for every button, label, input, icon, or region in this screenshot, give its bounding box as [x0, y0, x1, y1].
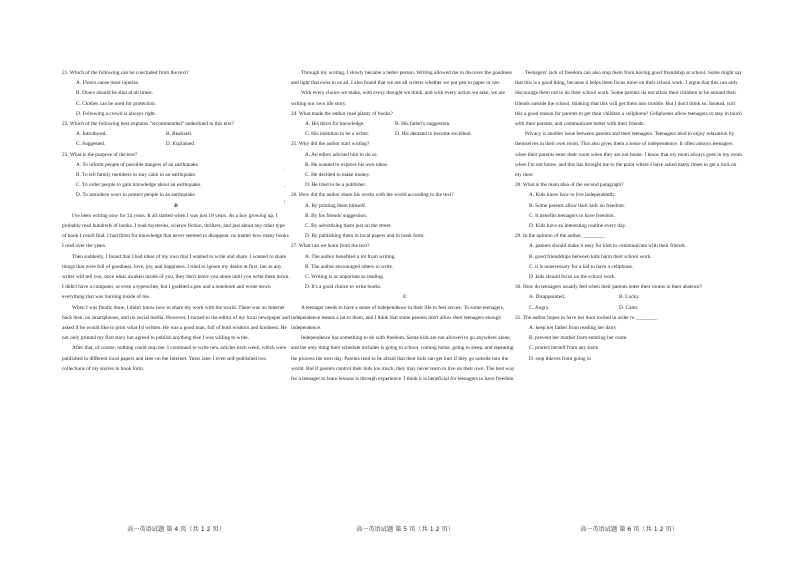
answer-options-row — [62, 139, 290, 149]
passage-heading: B — [174, 202, 178, 209]
answer-option: C. His intention to be a writer. — [305, 131, 370, 138]
question-stem: 24. What made the author read plenty of books? — [291, 110, 393, 117]
question-stem: 21. Which of the following can be concluded from the text? — [62, 70, 189, 76]
answer-options-row — [515, 303, 743, 313]
passage-paragraph: Through my writing, I slowly became a better person. Writing allowed me to discover the goodness and light that exist in us all. I also found that we are all writers whether we put pen to paper or not. — [291, 70, 513, 87]
passage-heading: C — [403, 294, 407, 301]
answer-option: A. By printing them himself. — [305, 202, 367, 209]
answer-options-row — [62, 129, 290, 139]
question-stem: 31. The author hopes to have her door locked in order to ________ — [515, 314, 657, 321]
answer-option: A. The author benefited a lot from writing. — [305, 253, 396, 260]
answer-option: D. Calm. — [619, 304, 639, 311]
passage-paragraph: A teenager needs to have a sense of independence in their life to feel secure. To some teenagers, independence means a lot to them, and I think that some parents don't allow their teenagers enough independence. — [291, 304, 505, 332]
answer-option: D. Explained. — [166, 141, 196, 148]
page-footer-5: 高一英语试题 第 5 页（共 1 2 页） — [356, 526, 454, 533]
answer-option: D. Following a crowd is always right. — [76, 110, 157, 117]
answer-option: D. To introduce ways to protect people in an earthquake. — [76, 192, 196, 199]
answer-option: A. Floors cause most injuries. — [76, 80, 140, 87]
passage-paragraph: Teenagers' lack of freedom can also stop them from having good friendship at school. Some might say that this is a good thing, because it helps them focus more on their school work. I argue that this can only discourage them not to do their school work. Some parents do not allow their children to be around their friends outside the school, thinking that this will get them into trouble. But I don't think so. Instead, isn't this a good reason for parents to get their children a cellphone? Cellphones allow teenagers to stay in touch with their parents, and communicate better with their friends. — [515, 70, 742, 128]
answer-option: A. His thirst for knowledge. — [305, 121, 365, 128]
question-stem: 23. What is the purpose of the text? — [62, 151, 138, 158]
answer-option: D. It's a good choice to write books. — [305, 284, 382, 291]
passage-paragraph: When I was finally done, I didn't know how to share my work with the world. There was no Internet back then, no smartphones, and no social media. However, I turned to the editor of my local newspaper and asked if he would like to print what I'd written. He was a good man, full of both wisdom and kindness. He not only printed my first story but agreed to publish anything else I was willing to write. — [62, 304, 290, 342]
passage-paragraph: Independence has something to do with freedom. Some kids are not allowed to go anywhere alone, and the only thing their schedule includes is going to school, coming home, going to sleep, and repeating the process the next day. Parents tend to be afraid that their kids can get hurt if they go outside into the world. But if parents control their kids too much, they may never learn to live on their own. The best way for a teenager to learn lessons is through experience. I think it is beneficial for teenagers to have freedom. — [291, 335, 515, 383]
passage-paragraph: Then suddenly, I found that I had ideas of my own that I wanted to write and share. I wanted to share things that were full of goodness, love, joy, and happiness. I tried to ignore my desire at first, but as any writer will tell you, once ideas awaken inside of you, they don't leave you alone until you write them down. I didn't have a computer, or even a typewriter, but I grabbed a pen and a notebook and wrote down everything that was burning inside of me. — [62, 253, 290, 301]
question-stem: 27. What can we learn from the text? — [291, 243, 370, 250]
passage-paragraph: After that, of course, nothing could stop me. I continued to write new articles each week, which were published in different local papers and later on the Internet. Years later I even self-published two collections of my stories in book form. — [62, 345, 287, 372]
answer-option: D. By publishing them in local papers and in book form. — [305, 233, 425, 240]
question-stem: 28. What is the main idea of the second paragraph? — [515, 182, 624, 189]
question-stem: 25. Why did the author start writing? — [291, 141, 370, 148]
answer-option: C. Clothes can be used for protection. — [76, 100, 157, 107]
column-left — [62, 68, 290, 374]
question-stem: 22. Which of the following best explains "recommended" underlined in this text? — [62, 121, 234, 128]
question-stem: 29. In the opinion of the author, ________ — [515, 233, 605, 240]
answer-option: B. good friendships between kids harm their school work. — [529, 253, 652, 260]
answer-option: A. parents should make it easy for kids to communicate with their friends. — [529, 243, 687, 250]
answer-option: C. it is unnecessary for a kid to have a cellphone. — [529, 263, 634, 270]
answer-option: C. By advertising them just on the street. — [305, 223, 392, 230]
answer-option: C. It benefits teenagers to have freedom. — [529, 212, 615, 219]
answer-option: C. He decided to make money. — [305, 172, 371, 179]
answer-option: C. Writing is as important as reading. — [305, 274, 385, 281]
binding-marks: : - ! — [284, 169, 286, 206]
passage-paragraph: With every choice we make, with every thought we think, and with every action we take, we are writing our own life story. — [291, 90, 505, 107]
column-middle — [291, 68, 519, 384]
answer-option: A. Introduced. — [76, 131, 107, 138]
answer-option: D. Kids have an interesting routine every day. — [529, 223, 627, 230]
answer-option: A. To inform people of possible dangers of an earthquake. — [76, 161, 200, 168]
answer-option: D. His demand to become excellent. — [395, 131, 472, 138]
question-stem: 26. How did the author share his works with the world according to the text? — [291, 192, 454, 199]
answer-options-row — [291, 119, 519, 129]
answer-option: B. His father's suggestion. — [395, 121, 451, 128]
answer-option: B. To tell family members to stay calm in an earthquake. — [76, 172, 197, 179]
answer-option: C. Suggested. — [76, 141, 106, 148]
answer-option: C. Angry. — [529, 304, 550, 311]
answer-option: D. kids should focus on the school work. — [529, 274, 616, 281]
question-stem: 30. How do teenagers usually feel when their parents enter their rooms in their absence? — [515, 284, 702, 291]
answer-option: A. Kids know how to live independently. — [529, 192, 617, 199]
answer-options-row — [291, 129, 519, 139]
column-right — [515, 68, 743, 364]
answer-option: B. Doors should be shut at all times. — [76, 90, 153, 97]
answer-option: A. An editor advised him to do so. — [305, 151, 378, 158]
passage-paragraph: Privacy is another issue between parents and their teenagers. Teenagers tend to enjoy relaxation by themselves in their own room. This also gives them a sense of independence. It often annoys teenagers when their parents enter their room when they are not home. I know that my mom always goes in my room when I'm not home, and this has brought me to the point where I have asked many times to get a lock on my door. — [515, 131, 742, 179]
answer-option: B. By his friends' suggestion. — [305, 212, 368, 219]
answer-option: D. stop thieves from going in — [529, 355, 592, 362]
answer-option: B. Some parents allow their kids no freedom. — [529, 202, 626, 209]
answer-option: D. He tried to be a publisher. — [305, 182, 367, 189]
answer-option: B. Lucky. — [619, 294, 640, 301]
answer-option: A. Disappointed. — [529, 294, 566, 301]
answer-option: B. The author encouraged others to write. — [305, 263, 394, 270]
answer-option: A. keep her father from reading her dairy — [529, 325, 617, 332]
page-footer-6: 高一英语试题 第 6 页（共 1 2 页） — [580, 526, 678, 533]
answer-option: C. protect herself from any harm — [529, 345, 599, 352]
answer-option: C. To order people to gain knowledge about an earthquake. — [76, 182, 202, 189]
page-footer-4: 高一英语试题 第 4 页（共 1 2 页） — [127, 526, 225, 533]
answer-option: B. prevent her mother from entering her room — [529, 335, 627, 342]
answer-options-row — [515, 292, 743, 302]
passage-paragraph: I've been writing now for 34 years. It all started when I was just 18 years. As a boy growing up, I probably read hundreds of books. I read mysteries, science fiction, thrillers, and just about any other type of book I could find. I had thirst for knowledge that never seemed to disappear, no matter how many books I read over the years. — [62, 212, 289, 250]
answer-option: B. He wanted to express his own ideas. — [305, 161, 389, 168]
answer-option: B. Realized. — [166, 131, 193, 138]
